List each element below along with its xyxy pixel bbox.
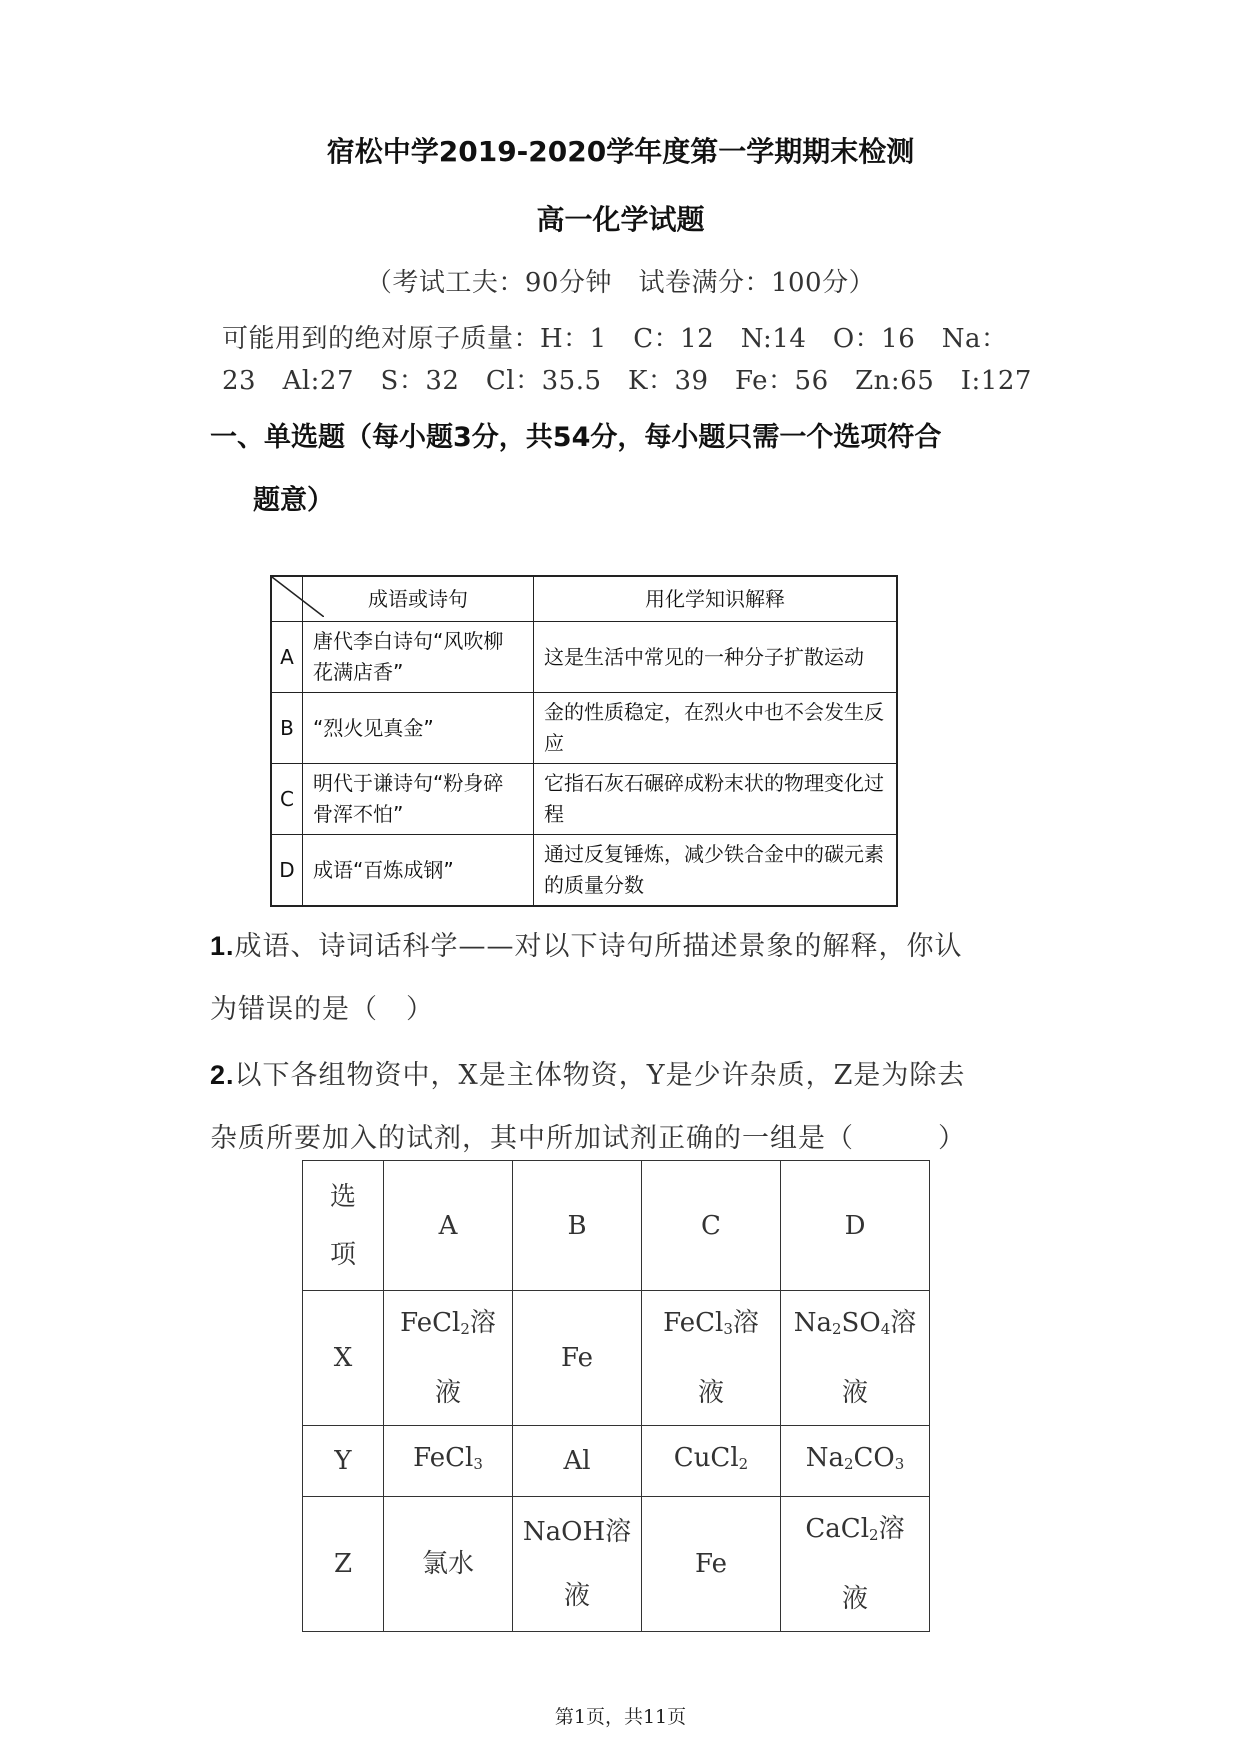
table-row [271, 764, 897, 835]
table-cell: Fe [642, 1497, 781, 1632]
section-heading: 一、单选题（每小题3分，共54分，每小题只需一个选项符合 [210, 422, 942, 453]
label-text: 选 [329, 1181, 356, 1212]
phrase-cell: 成语“百炼成钢” [303, 835, 534, 907]
row-label: Y [303, 1426, 384, 1497]
table-cell: NaOH溶 液 [513, 1497, 642, 1632]
question-1 [210, 924, 963, 963]
explain-cell: 通过反复锤炼，减少铁合金中的碳元素的质量分数 [534, 835, 898, 907]
question-2-cont: 杂质所要加入的试剂，其中所加试剂正确的一组是（ ） [210, 1123, 966, 1154]
table-header-row [303, 1161, 930, 1291]
table-cell: CuCl$_2$ [642, 1426, 781, 1497]
table-row [303, 1426, 930, 1497]
phrase-cell: “烈火见真金” [303, 693, 534, 764]
reagent-table [302, 1160, 930, 1632]
exam-info: （考试工夫：90分钟 试卷满分：100分） [365, 268, 876, 298]
column-header-phrase: 成语或诗句 [303, 576, 534, 622]
option-key: D [271, 835, 303, 907]
page-footer: 第1页，共11页 [554, 1706, 687, 1728]
option-label-cell [303, 1161, 384, 1291]
explain-cell: 这是生活中常见的一种分子扩散运动 [534, 622, 898, 693]
diagonal-corner-cell [271, 576, 303, 622]
table-cell: $Na_2SO_4$溶 液 [781, 1291, 930, 1426]
phrase-cell: 唐代李白诗句“风吹柳花满店香” [303, 622, 534, 693]
atomic-masses-line1: 可能用到的绝对原子质量：H：1 C：12 N:14 O：16 Na： [222, 324, 1008, 354]
column-header: D [781, 1161, 930, 1291]
column-header: C [642, 1161, 781, 1291]
table-row [271, 622, 897, 693]
atomic-masses-line2: 23 Al:27 S：32 Cl：35.5 K：39 Fe：56 Zn:65 I:127 [222, 366, 1032, 396]
question-number: 1. [210, 931, 235, 961]
table-cell: CaCl$_2$溶 液 [781, 1497, 930, 1632]
table-row [303, 1497, 930, 1632]
exam-title: 宿松中学2019-2020学年度第一学期期末检测 [326, 135, 915, 168]
section-heading-cont: 题意） [253, 485, 334, 516]
table-cell: 氯水 [384, 1497, 513, 1632]
diagonal-line [272, 577, 324, 617]
row-label: Z [303, 1497, 384, 1632]
option-key: C [271, 764, 303, 835]
column-header: B [513, 1161, 642, 1291]
label-text: 项 [329, 1239, 356, 1270]
option-key: A [271, 622, 303, 693]
question-2 [210, 1053, 965, 1092]
row-label: X [303, 1291, 384, 1426]
question-text: 成语、诗词话科学——对以下诗句所描述景象的解释，你认 [234, 931, 963, 962]
exam-subtitle: 高一化学试题 [536, 203, 705, 236]
table-header-row [271, 576, 897, 622]
table-cell: $Na_2CO_3$ [781, 1426, 930, 1497]
table-row [271, 835, 897, 907]
question-number: 2. [210, 1060, 235, 1090]
question-1-cont: 为错误的是（ ） [210, 994, 434, 1025]
table-cell: Al [513, 1426, 642, 1497]
option-key: B [271, 693, 303, 764]
explain-cell: 它指石灰石碾碎成粉末状的物理变化过程 [534, 764, 898, 835]
phrase-cell: 明代于谦诗句“粉身碎骨浑不怕” [303, 764, 534, 835]
column-header: A [384, 1161, 513, 1291]
question-text: 以下各组物资中，X是主体物资，Y是少许杂质，Z是为除去 [234, 1060, 966, 1091]
column-header-explain: 用化学知识解释 [534, 576, 898, 622]
table-row [271, 693, 897, 764]
table-cell: FeCl$_3$ [384, 1426, 513, 1497]
table-cell: FeCl$_2$溶 液 [384, 1291, 513, 1426]
idiom-table [270, 575, 898, 907]
table-row [303, 1291, 930, 1426]
table-cell: Fe [513, 1291, 642, 1426]
table-cell: FeCl$_3$溶 液 [642, 1291, 781, 1426]
explain-cell: 金的性质稳定，在烈火中也不会发生反应 [534, 693, 898, 764]
